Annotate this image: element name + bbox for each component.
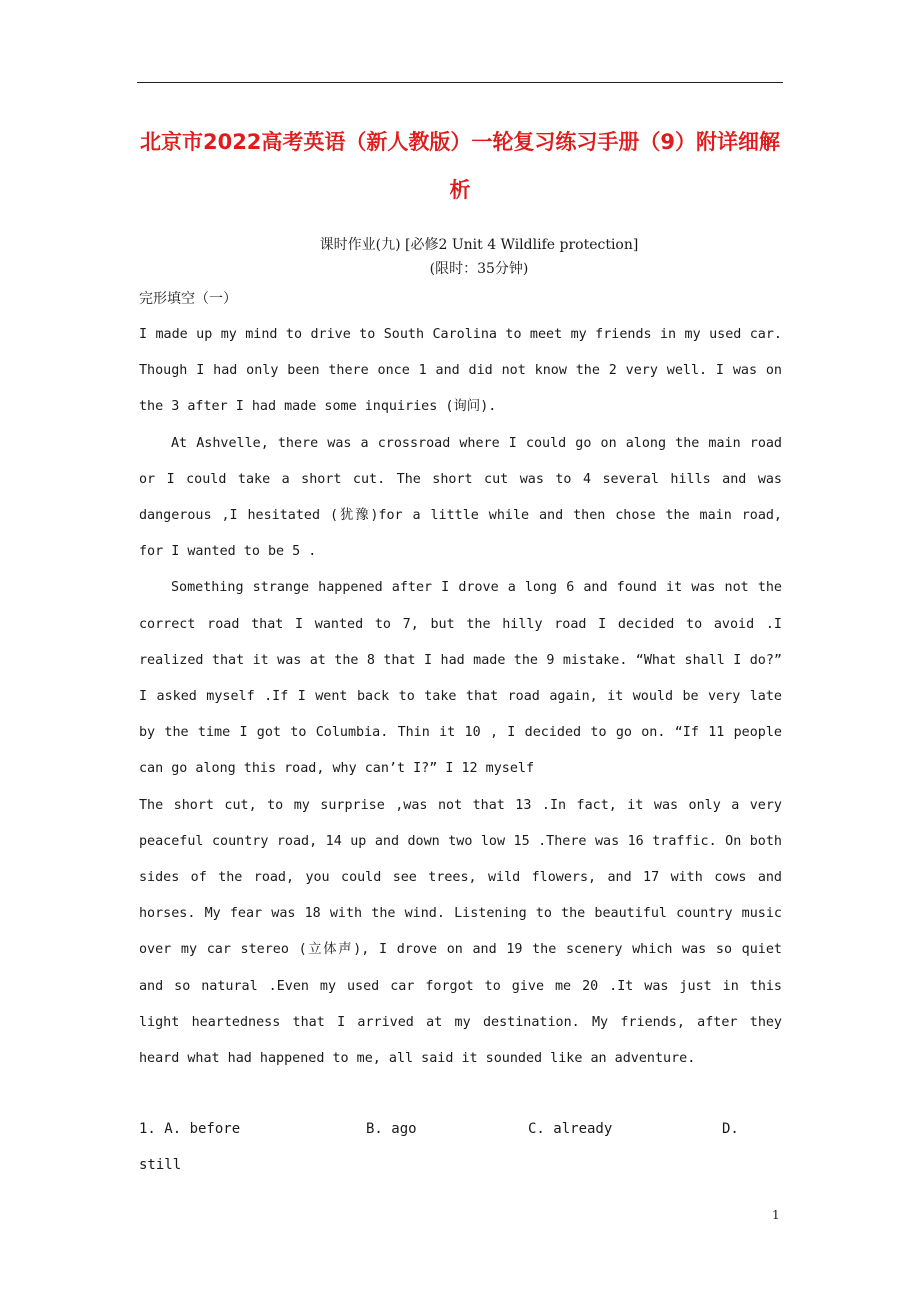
lesson-subtitle: 课时作业(九) [必修2 Unit 4 Wildlife protection] <box>319 237 639 253</box>
paragraph-1: I made up my mind to drive to South Carolina to meet my friends in my used car. Though I had only been there once 1 and did not know the 2 very well. I was on the 3 after I had made some inquiries (询问). <box>139 327 782 415</box>
question-1-option-d-text: still <box>139 1157 182 1173</box>
document-title: 北京市2022高考英语（新人教版）一轮复习练习手册（9）附详细解析 <box>139 130 781 202</box>
section-heading: 完形填空（一） <box>139 291 237 307</box>
cloze-passage <box>139 317 782 1077</box>
question-1-option-a: 1. A. before <box>139 1121 241 1137</box>
paragraph-2: At Ashvelle, there was a crossroad where I could go on along the main road or I could take a short cut. The short cut was to 4 several hills and was dangerous ,I hesitated (犹豫)for a little while and then chose the main road, for I wanted to be 5 . <box>139 435 782 560</box>
question-1-option-b: B. ago <box>366 1121 417 1137</box>
question-1-option-d-label: D. <box>722 1121 739 1137</box>
page-number: 1 <box>772 1208 780 1222</box>
paragraph-3: Something strange happened after I drove a long 6 and found it was not the correct road that I wanted to 7, but the hilly road I decided to avoid .I realized that it was at the 8 that I had made the 9 mistake. “What shall I do?” I asked myself .If I went back to take that road again, it would be very late by the time I got to Columbia. Thin it 10 , I decided to go on. “If 11 people can go along this road, why can’t I?” I 12 myself <box>139 580 782 777</box>
time-limit: (限时：35分钟) <box>429 261 529 277</box>
paragraph-4: The short cut, to my surprise ,was not that 13 .In fact, it was only a very peaceful country road, 14 up and down two low 15 .There was 16 traffic. On both sides of the road, you could see trees, wild flowers, and 17 with cows and horses. My fear was 18 with the wind. Listening to the beautiful country music over my car stereo (立体声), I drove on and 19 the scenery which was so quiet and so natural .Even my used car forgot to give me 20 .It was just in this light heartedness that I arrived at my destination. My friends, after they heard what had happened to me, all said it sounded like an adventure. <box>139 797 782 1067</box>
header-rule <box>137 82 783 83</box>
question-1-option-c: C. already <box>528 1121 613 1137</box>
